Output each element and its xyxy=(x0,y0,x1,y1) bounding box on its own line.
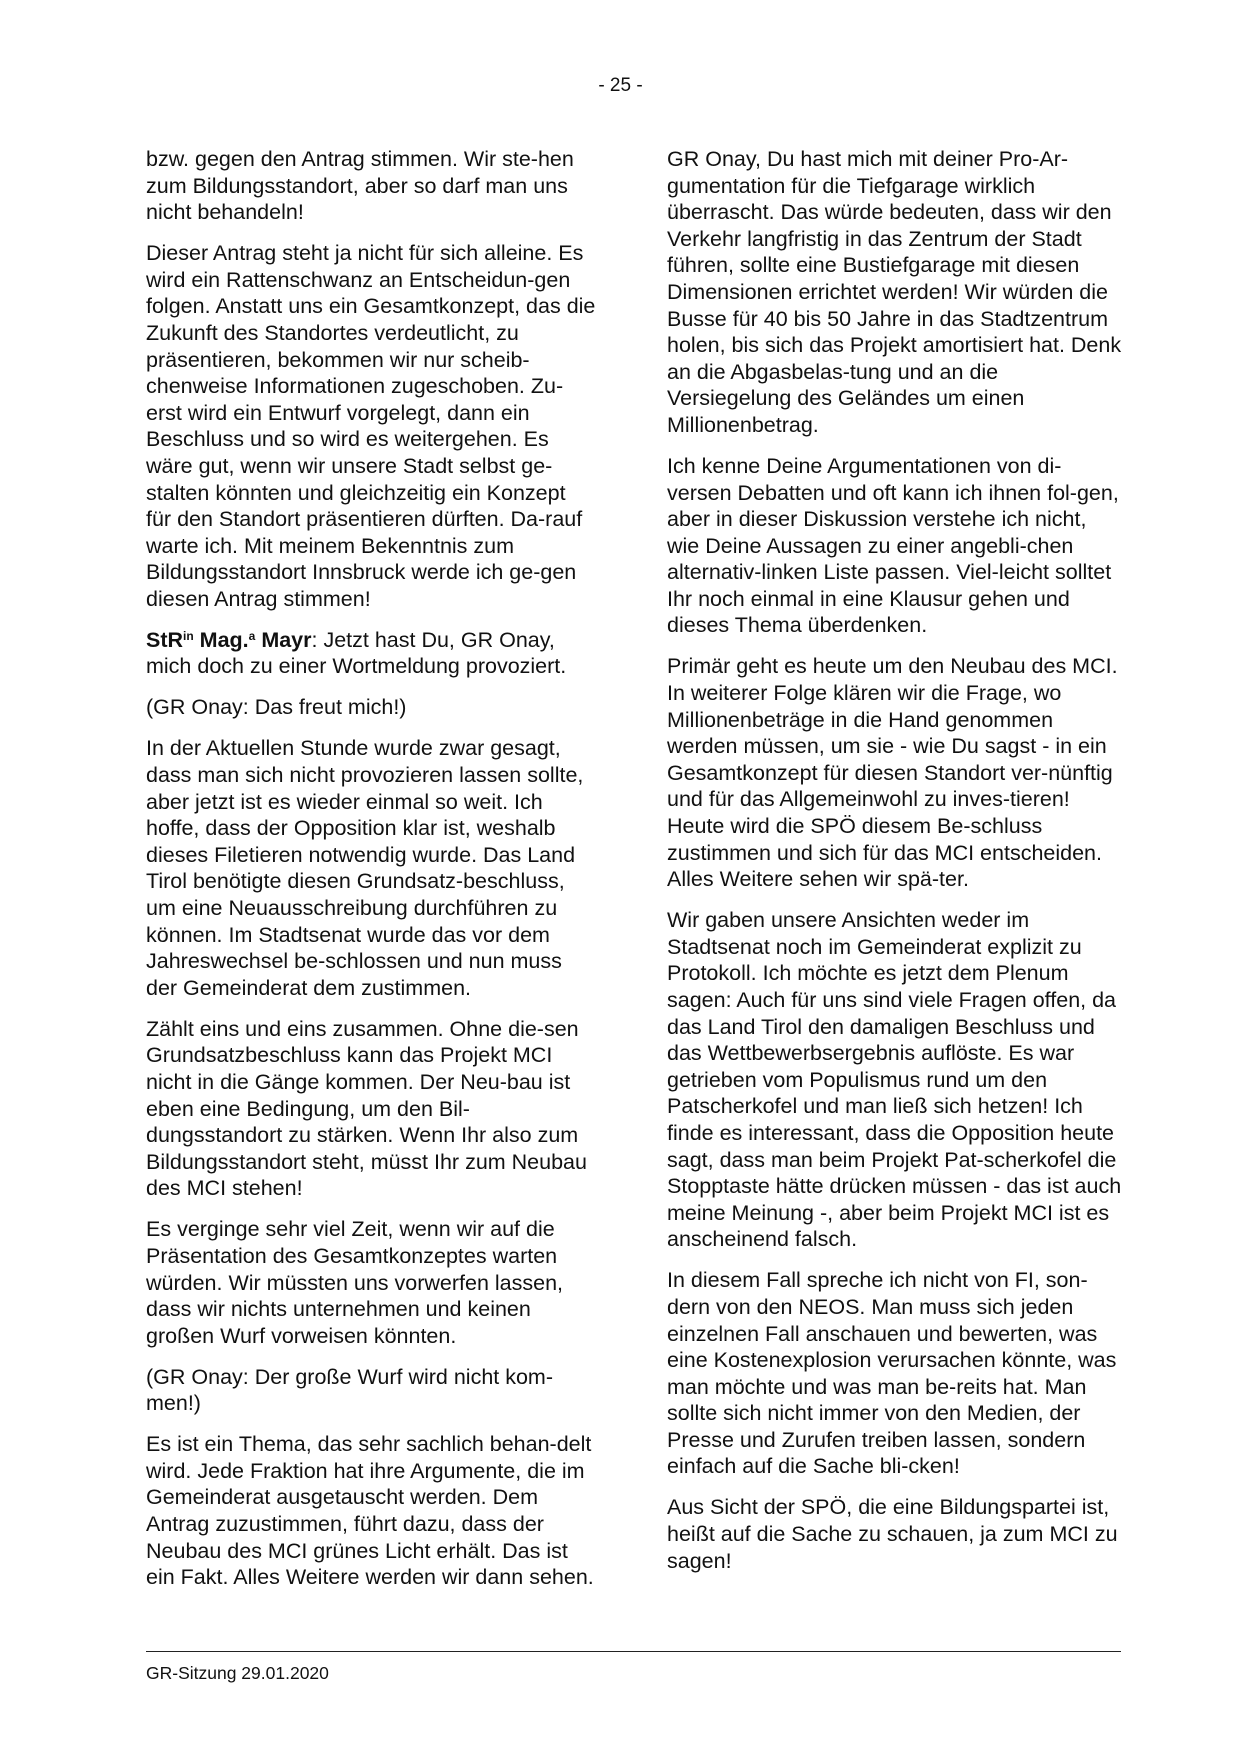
speaker-title: StR xyxy=(146,627,184,652)
left-column xyxy=(146,146,596,1605)
speaker-degree-suffix: a xyxy=(248,628,256,643)
page-number: - 25 - xyxy=(598,75,643,96)
paragraph: Dieser Antrag steht ja nicht für sich alleine. Es wird ein Rattenschwanz an Entscheidun-gen folgen. Anstatt uns ein Gesamtkonzept, das die Zukunft des Standortes verdeutlicht, zu präsentieren, bekommen wir nur scheib-chenweise Informationen zugeschoben. Zu-erst wird ein Entwurf vorgelegt, dann ein Beschluss und so wird es weitergehen. Es wäre gut, wenn wir unsere Stadt selbst ge-stalten könnten und gleichzeitig ein Konzept für den Standort präsentieren dürften. Da-rauf warte ich. Mit meinem Bekenntnis zum Bildungsstandort Innsbruck werde ich ge-gen diesen Antrag stimmen! xyxy=(146,241,596,611)
speaker-degree: Mag. xyxy=(193,627,249,652)
paragraph: bzw. gegen den Antrag stimmen. Wir ste-hen zum Bildungsstandort, aber so darf man uns nicht behandeln! xyxy=(146,147,574,225)
footer-session-date: GR-Sitzung 29.01.2020 xyxy=(146,1663,329,1683)
paragraph: Ich kenne Deine Argumentationen von di-versen Debatten und oft kann ich ihnen fol-gen, aber in dieser Diskussion verstehe ich nicht, wie Deine Aussagen zu einer angebli-chen alternativ-linken Liste passen. Viel-leicht solltet Ihr noch einmal in eine Klausur gehen und dieses Thema überdenken. xyxy=(667,453,1119,638)
speaker-name xyxy=(146,628,312,652)
speaker-statement: : Jetzt hast Du, GR Onay, mich doch zu einer Wortmeldung provoziert. xyxy=(146,627,567,679)
paragraph: Es verginge sehr viel Zeit, wenn wir auf die Präsentation des Gesamtkonzeptes warten würden. Wir müssten uns vorwerfen lassen, dass wir nichts unternehmen und keinen großen Wurf vorweisen könnten. xyxy=(146,1217,564,1348)
paragraph: Primär geht es heute um den Neubau des MCI. In weiterer Folge klären wir die Frage, wo Millionenbeträge in die Hand genommen werden müssen, um sie - wie Du sagst - in ein Gesamtkonzept für diesen Standort ver-nünftig und für das Allgemeinwohl zu inves-tieren! Heute wird die SPÖ diesem Be-schluss zustimmen und sich für das MCI entscheiden. Alles Weitere sehen wir spä-ter. xyxy=(667,654,1118,892)
paragraph: Wir gaben unsere Ansichten weder im Stadtsenat noch im Gemeinderat explizit zu Protokoll. Ich möchte es jetzt dem Plenum sagen: Auch für uns sind viele Fragen offen, da das Land Tirol den damaligen Beschluss und das Wettbewerbsergebnis auflöste. Es war getrieben vom Populismus rund um den Patscherkofel und man ließ sich hetzen! Ich finde es interessant, dass die Opposition heute sagt, dass man beim Projekt Pat-scherkofel die Stopptaste hätte drücken müssen - das ist auch meine Meinung -, aber beim Projekt MCI ist es anscheinend falsch. xyxy=(667,908,1122,1252)
paragraph: GR Onay, Du hast mich mit deiner Pro-Ar-gumentation für die Tiefgarage wirklich überrascht. Das würde bedeuten, dass wir den Verkehr langfristig in das Zentrum der Stadt führen, sollte eine Bustiefgarage mit diesen Dimensionen errichtet werden! Wir würden die Busse für 40 bis 50 Jahre in das Stadtzentrum holen, bis sich das Projekt amortisiert hat. Denk an die Abgasbelas-tung und an die Versiegelung des Geländes um einen Millionenbetrag. xyxy=(667,147,1122,437)
interjection: (GR Onay: Das freut mich!) xyxy=(146,695,407,720)
speaker-paragraph xyxy=(146,627,596,680)
speaker-surname: Mayr xyxy=(255,627,312,652)
footer-divider xyxy=(146,1651,1121,1652)
paragraph: Zählt eins und eins zusammen. Ohne die-sen Grundsatzbeschluss kann das Projekt MCI nicht in die Gänge kommen. Der Neu-bau ist eben eine Bedingung, um den Bil-dungsstandort zu stärken. Wenn Ihr also zum Bildungsstandort steht, müsst Ihr zum Neubau des MCI stehen! xyxy=(146,1016,587,1201)
paragraph: In diesem Fall spreche ich nicht von FI, son-dern von den NEOS. Man muss sich jeden einzelnen Fall anschauen und bewerten, was eine Kostenexplosion verursachen könnte, was man möchte und was man be-reits hat. Man sollte sich nicht immer von den Medien, der Presse und Zurufen treiben lassen, sondern einfach auf die Sache bli-cken! xyxy=(667,1268,1117,1479)
paragraph: In der Aktuellen Stunde wurde zwar gesagt, dass man sich nicht provozieren lassen sollte, aber jetzt ist es wieder einmal so weit. Ich hoffe, dass der Opposition klar ist, weshalb dieses Filetieren notwendig wurde. Das Land Tirol benötigte diesen Grundsatz-beschluss, um eine Neuausschreibung durchführen zu können. Im Stadtsenat wurde das vor dem Jahreswechsel be-schlossen und nun muss der Gemeinderat dem zustimmen. xyxy=(146,736,584,1000)
paragraph: Aus Sicht der SPÖ, die eine Bildungspartei ist, heißt auf die Sache zu schauen, ja zum MCI zu sagen! xyxy=(667,1495,1118,1573)
speaker-title-suffix: in xyxy=(183,628,194,643)
right-column xyxy=(667,146,1122,1589)
paragraph: Es ist ein Thema, das sehr sachlich behan-delt wird. Jede Fraktion hat ihre Argumente, die im Gemeinderat ausgetauscht werden. Dem Antrag zuzustimmen, führt dazu, dass der Neubau des MCI grünes Licht erhält. Das ist ein Fakt. Alles Weitere werden wir dann sehen. xyxy=(146,1432,594,1590)
interjection: (GR Onay: Der große Wurf wird nicht kom-men!) xyxy=(146,1364,553,1416)
